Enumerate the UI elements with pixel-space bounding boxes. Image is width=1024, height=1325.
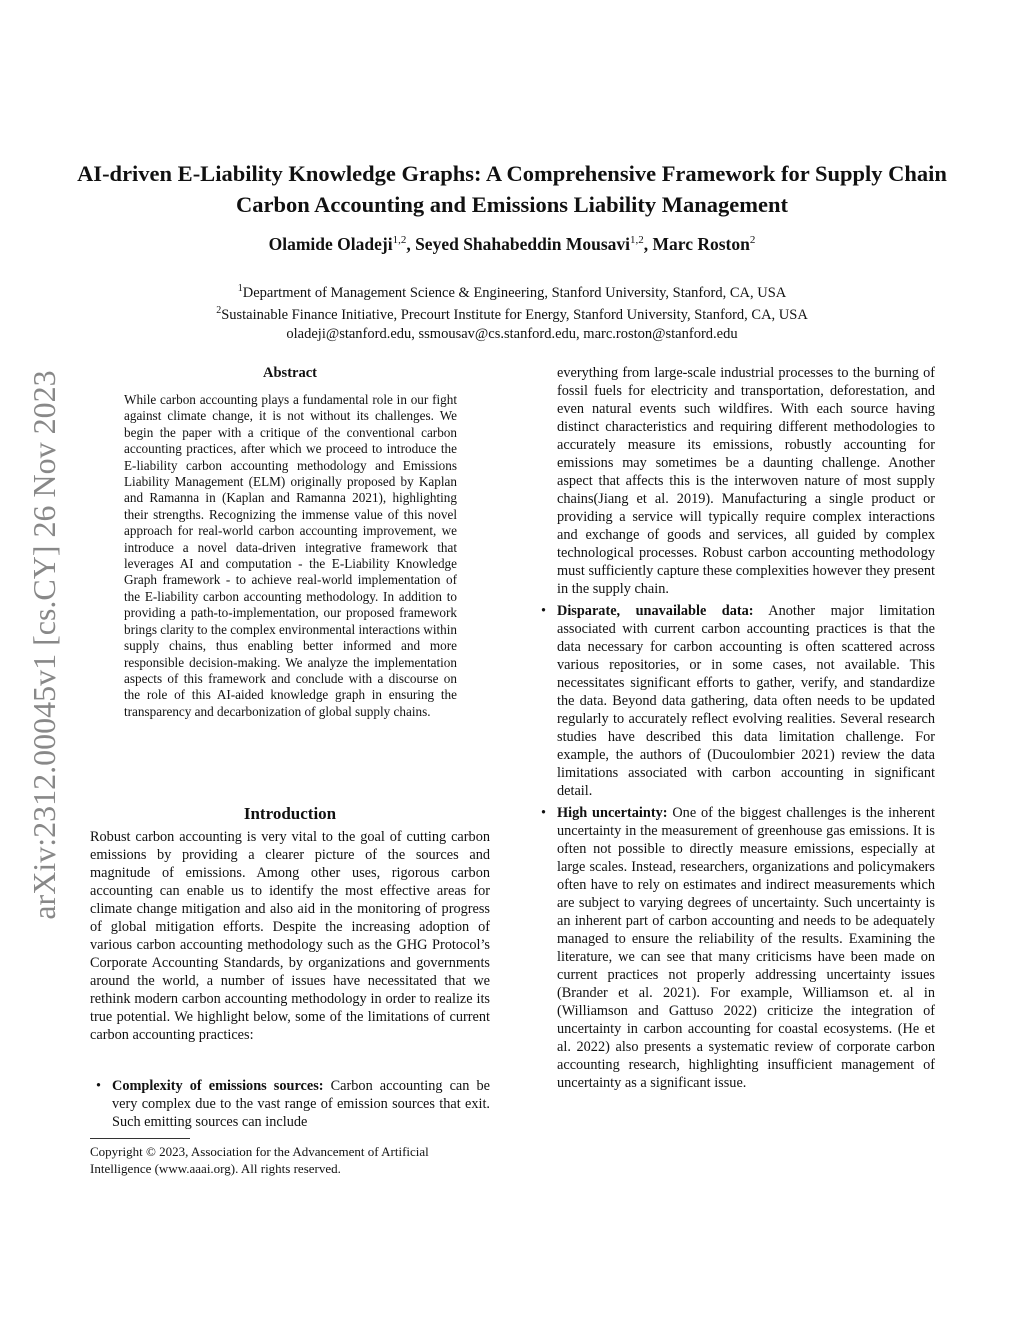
paper-title: AI-driven E-Liability Knowledge Graphs: A Comprehensive Framework for Supply Chain Carbon Accounting and Emissions Liability Management (77, 161, 947, 217)
affiliation-mark: 1 (237, 283, 243, 294)
copyright-footnote: Copyright © 2023, Association for the Advancement of Artificial Intelligence (www.aaai.org). All rights reserved. (90, 1144, 429, 1176)
bullet-mark: • (541, 805, 547, 821)
affiliation-line (60, 280, 964, 302)
list-item-text: Carbon accounting can be very complex due to the vast range of emission sources that exit. Such emitting sources can include (112, 1078, 490, 1130)
right-column (535, 364, 935, 1092)
bullet-mark: • (541, 603, 547, 619)
list-item-label: High uncertainty: (557, 805, 668, 821)
affiliations (60, 280, 964, 343)
list-item-label: Disparate, unavailable data: (557, 603, 754, 619)
list-item (535, 804, 935, 1092)
author-name: Seyed Shahabeddin Mousavi (415, 233, 630, 254)
list-item-text: Another major limitation associated with current carbon accounting practices is that the data necessary for carbon accounting is often scattered across various repositories, or in some cases, not available. This necessitates significant efforts to gather, verify, and standardize the data. Beyond data gathering, data often needs to be updated regularly to accurately reflect evolving realities. Several research studies have described this data limitation challenge. For example, the authors of (Ducoulombier 2021) review the data limitations associated with carbon accounting in significant detail. (557, 603, 936, 799)
author-list (60, 228, 964, 256)
limitations-list-continued (535, 602, 935, 1092)
author-name: Olamide Oladeji (268, 233, 393, 254)
author-affil-mark: 2 (749, 234, 756, 246)
abstract-heading: Abstract (263, 365, 317, 381)
list-item (90, 1077, 490, 1131)
introduction-paragraph: Robust carbon accounting is very vital to the goal of cutting carbon emissions by providing a clearer picture of the sources and magnitude of emissions. Among other uses, rigorous carbon accounting can enable us to identify the most effective areas for climate change mitigation and also aid in the monitoring of progress of global mitigation efforts. Despite the increasing adoption of various carbon accounting methodology such as the GHG Protocol’s Corporate Accounting Standards, by organizations and governments around the world, a number of issues have necessitated that we rethink modern carbon accounting methodology in order to realize its true potential. We highlight below, some of the limitations of current carbon accounting practices: (90, 829, 490, 1043)
list-item-label: Complexity of emissions sources: (112, 1078, 324, 1094)
footnote-divider (90, 1138, 190, 1139)
author-emails: oladeji@stanford.edu, ssmousav@cs.stanford.edu, marc.roston@stanford.edu (286, 325, 738, 342)
introduction-heading: Introduction (243, 804, 337, 823)
author-separator: , (643, 233, 653, 254)
list-item (535, 602, 935, 800)
affiliation-text: Sustainable Finance Initiative, Precourt Institute for Energy, Stanford University, Stanford, CA, USA (221, 307, 808, 324)
list-item-continuation: everything from large-scale industrial processes to the burning of fossil fuels for electricity and transportation, deforestation, and even natural events such wildfires. With each source having distinct characteristics and requiring different methodologies to accurately measure its emissions, robustly accounting for emissions may sometimes be a daunting challenge. Another aspect that affects this is the interwoven nature of most supply chains(Jiang et al. 2019). Manufacturing a single product or providing a service will typically require complex interactions and exchange of goods and services, all guided by complex technological processes. Robust carbon accounting methodology must sufficiently capture these complexities however they present in the supply chain. (557, 365, 935, 597)
affiliation-text: Department of Management Science & Engineering, Stanford University, Stanford, CA, USA (242, 284, 787, 301)
affiliation-mark: 2 (216, 305, 222, 317)
affiliation-line (60, 302, 964, 324)
author-name: Marc Roston (652, 233, 750, 254)
author-separator: , (406, 233, 416, 254)
author-affil-mark: 1,2 (392, 234, 407, 246)
abstract-text: While carbon accounting plays a fundamental role in our fight against climate change, it is not without its challenges. We begin the paper with a critique of the conventional carbon accounting practices, after which we proceed to introduce the E-liability carbon accounting methodology and Emissions Liability Management (ELM) originally proposed by Kaplan and Ramanna in (Kaplan and Ramanna 2021), highlighting their strengths. Recognizing the immense value of this novel approach for real-world carbon accounting improvement, we introduce a novel data-driven integrative framework that leverages AI and computation - the E-Liability Knowledge Graph framework - to achieve real-world implementation of the E-liability carbon accounting methodology. In addition to providing a path-to-implementation, our proposed framework brings clarity to the complex environmental interactions within supply chains, thus enabling better informed and more responsible decision-making. We analyze the implementation aspects of this framework and conclude with a discourse on the role of this AI-aided knowledge graph in ensuring the transparency and decarbonization of global supply chains. (124, 392, 457, 719)
author-affil-mark: 1,2 (630, 234, 644, 246)
bullet-mark: • (96, 1078, 102, 1094)
list-item-text: One of the biggest challenges is the inherent uncertainty in the measurement of greenhouse gas emissions. It is often not possible to directly measure emissions, especially at large scales. Instead, researchers, organizations and policymakers often have to rely on estimates and indirect measurements which are subject to varying degrees of uncertainty. Such uncertainty is an inherent part of carbon accounting and needs to be adequately managed to ensure the reliability of the results. Examining the literature, we can see that many criticisms have been made on current practices not properly addressing uncertainty issues (Brander et al. 2021). For example, Williamson et. al in (Williamson and Gattuso 2022) criticize the integration of uncertainty in carbon accounting for coastal ecosystems. (He et al. 2022) also presents a systematic review of corporate carbon accounting research, highlighting insufficient management of uncertainty as a significant issue. (557, 805, 935, 1091)
arxiv-identifier: arXiv:2312.00045v1 [cs.CY] 26 Nov 2023 (26, 370, 62, 920)
limitations-list (90, 1077, 490, 1131)
